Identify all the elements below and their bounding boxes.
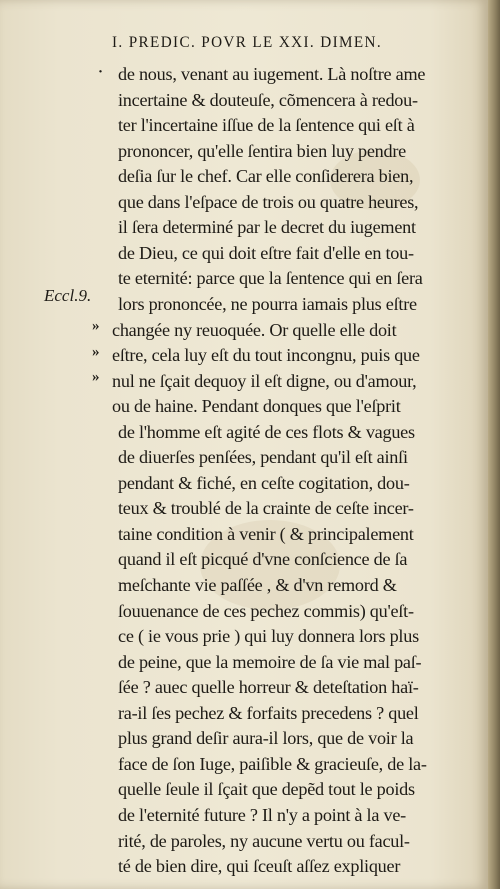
text-line: plus grand deſir aura-il lors, que de voir la <box>118 728 414 749</box>
text-line: face de ſon Iuge, paiſible & gracieuſe, de la- <box>118 753 427 774</box>
quote-mark: » <box>92 344 100 360</box>
quote-mark: » <box>92 318 100 334</box>
text-line: que dans l'eſpace de trois ou quatre heures, <box>118 191 419 212</box>
text-line: changée ny reuoquée. Or quelle elle doit <box>112 319 397 340</box>
text-line: nul ne ſçait dequoy il eſt digne, ou d'amour, <box>112 370 417 391</box>
text-line: eſtre, cela luy eſt du tout incongnu, puis que <box>112 345 420 366</box>
margin-note: Eccl.9. <box>44 286 92 305</box>
text-line: de diuerſes penſées, pendant qu'il eſt ainſi <box>118 447 408 468</box>
text-line: ou de haine. Pendant donques que l'eſprit <box>112 396 401 417</box>
text-line: de peine, que la memoire de ſa vie mal paſ- <box>118 651 422 672</box>
text-line: pendant & fiché, en ceſte cogitation, dou- <box>118 472 410 493</box>
running-head: I. PREDIC. POVR LE XXI. DIMEN. <box>112 34 383 51</box>
text-line: ſée ? auec quelle horreur & deteſtation haï- <box>118 677 419 698</box>
text-line: de Dieu, ce qui doit eſtre fait d'elle en tou- <box>118 242 414 263</box>
margin-dot-mark: · <box>98 64 104 80</box>
text-line: ra-il ſes pechez & forfaits precedens ? quel <box>118 702 419 723</box>
text-line: prononcer, qu'elle ſentira bien luy pendre <box>118 140 406 161</box>
text-line: lors prononcée, ne pourra iamais plus eſtre <box>118 293 417 314</box>
page-edge <box>488 0 500 889</box>
text-line: teux & troublé de la crainte de ceſte incer- <box>118 498 414 519</box>
text-line: meſchante vie paſſée , & d'vn remord & <box>118 575 397 595</box>
quote-mark: » <box>92 369 100 385</box>
text-line: incertaine & douteuſe, cõmencera à redou- <box>118 89 418 110</box>
text-line: te eternité: parce que la ſentence qui en ſera <box>118 268 423 289</box>
text-line: taine condition à venir ( & principalement <box>118 523 414 544</box>
text-line: ter l'incertaine iſſue de la ſentence qui eſt à <box>118 115 415 136</box>
text-line: deſia ſur le chef. Car elle conſiderera bien, <box>118 166 414 187</box>
text-line: quand il eſt picqué d'vne conſcience de ſa <box>118 549 408 570</box>
text-line: de l'homme eſt agité de ces flots & vagues <box>118 421 415 442</box>
text-line: ce ( ie vous prie ) qui luy donnera lors plus <box>118 626 419 647</box>
text-line: quelle ſeule il ſçait que depẽd tout le poids <box>118 779 415 800</box>
text-line: de l'eternité future ? Il n'y a point à la ve- <box>118 804 406 825</box>
text-line: té de bien dire, qui ſceuſt aſſez expliquer <box>118 856 401 877</box>
text-line: rité, de paroles, ny aucune vertu ou facul- <box>118 830 410 851</box>
text-line: de nous, venant au iugement. Là noſtre ame <box>118 64 426 84</box>
text-line: il ſera determiné par le decret du iugement <box>118 217 416 238</box>
text-line: ſouuenance de ces pechez commis) qu'eſt- <box>118 600 414 621</box>
